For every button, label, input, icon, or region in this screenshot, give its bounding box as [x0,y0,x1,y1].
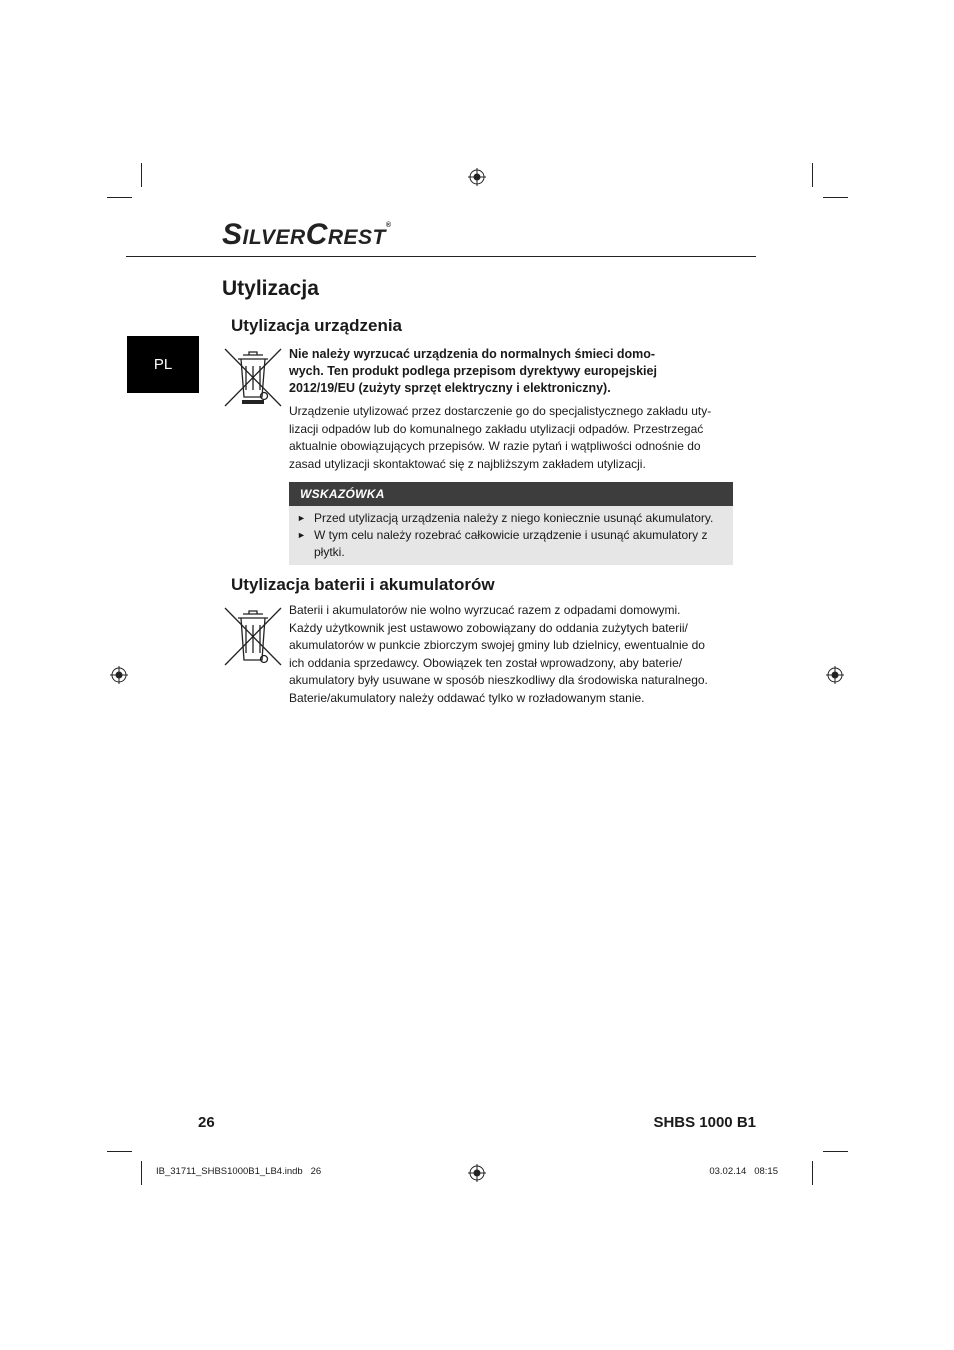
crop-mark [812,163,813,187]
text-line: ich oddania sprzedawcy. Obowiązek ten został wprowadzony, aby baterie/ [289,655,683,670]
registration-mark-icon [826,666,844,684]
registration-mark-icon [468,1164,486,1182]
list-item-text: Przed utylizacją urządzenia należy z niego koniecznie usunąć akumulatory. [314,511,714,525]
crop-mark [107,197,132,198]
text-line: akumulatorów w punkcie zbiorczym swojej gminy lub dzielnicy, ewentualnie do [289,638,705,652]
language-tab [127,336,199,393]
crop-mark [812,1161,813,1185]
disposal-warning [289,346,729,397]
note-body [289,506,733,565]
registered-mark: ® [385,222,392,229]
note-heading: WSKAZÓWKA [289,482,733,506]
list-item-text: W tym celu należy rozebrać całkowicie urządzenie i usunąć akumulatory z płytki. [314,528,708,559]
print-slug-date: 03.02.14 08:15 [709,1166,778,1177]
registration-mark-icon [110,666,128,684]
text-line: Urządzenie utylizować przez dostarczenie go do specjalistycznego zakładu uty- [289,404,712,418]
bullet-arrow-icon: ► [297,530,306,540]
text-line: 2012/19/EU (zużyty sprzęt elektryczny i elektroniczny). [289,381,611,395]
logo-text: REST [327,226,386,249]
text-line: zasad utylizacji skontaktować się z najbliższym zakładem utylizacji. [289,456,646,471]
model-number: SHBS 1000 B1 [653,1114,756,1131]
text-line: Baterie/akumulatory należy oddawać tylko w rozładowanym stanie. [289,690,645,705]
crop-mark [823,1151,848,1152]
header-rule [126,256,756,257]
text-line: Baterii i akumulatorów nie wolno wyrzucać razem z odpadami domowymi. [289,603,681,617]
logo-initial: S [222,218,243,251]
crop-mark [141,1161,142,1185]
list-item [297,510,725,527]
page-number: 26 [198,1114,215,1131]
logo-initial: C [305,218,328,251]
text-line: aktualnie obowiązujących przepisów. W razie pytań i wątpliwości odnośnie do [289,439,701,453]
text-line: wych. Ten produkt podlega przepisom dyrektywy europejskiej [289,364,657,378]
page-title: Utylizacja [222,277,319,300]
section-heading-device: Utylizacja urządzenia [231,316,403,335]
logo-text: ILVER [242,226,306,249]
bullet-arrow-icon: ► [297,513,306,523]
crop-mark [107,1151,132,1152]
text-line: lizacji odpadów lub do komunalnego zakładu utylizacji odpadów. Przestrzegać [289,421,704,436]
brand-logo [222,220,392,250]
text-line: akumulatory były usuwane w sposób nieszkodliwy dla środowiska naturalnego. [289,673,708,687]
text-line: Nie należy wyrzucać urządzenia do normalnych śmieci domo- [289,347,656,361]
list-item [297,527,725,561]
registration-mark-icon [468,168,486,186]
crop-mark [141,163,142,187]
language-tab-label: PL [153,356,173,373]
crossed-out-bin-icon [223,605,283,668]
text-line: Każdy użytkownik jest ustawowo zobowiązany do oddania zużytych baterii/ [289,620,688,635]
print-slug-file: IB_31711_SHBS1000B1_LB4.indb 26 [156,1166,322,1177]
note-box [289,482,733,565]
crossed-out-wheelie-bin-icon [223,346,283,409]
disposal-instructions [289,403,733,473]
section-heading-batteries: Utylizacja baterii i akumulatorów [231,575,495,594]
battery-disposal-instructions [289,602,733,707]
crop-mark [823,197,848,198]
